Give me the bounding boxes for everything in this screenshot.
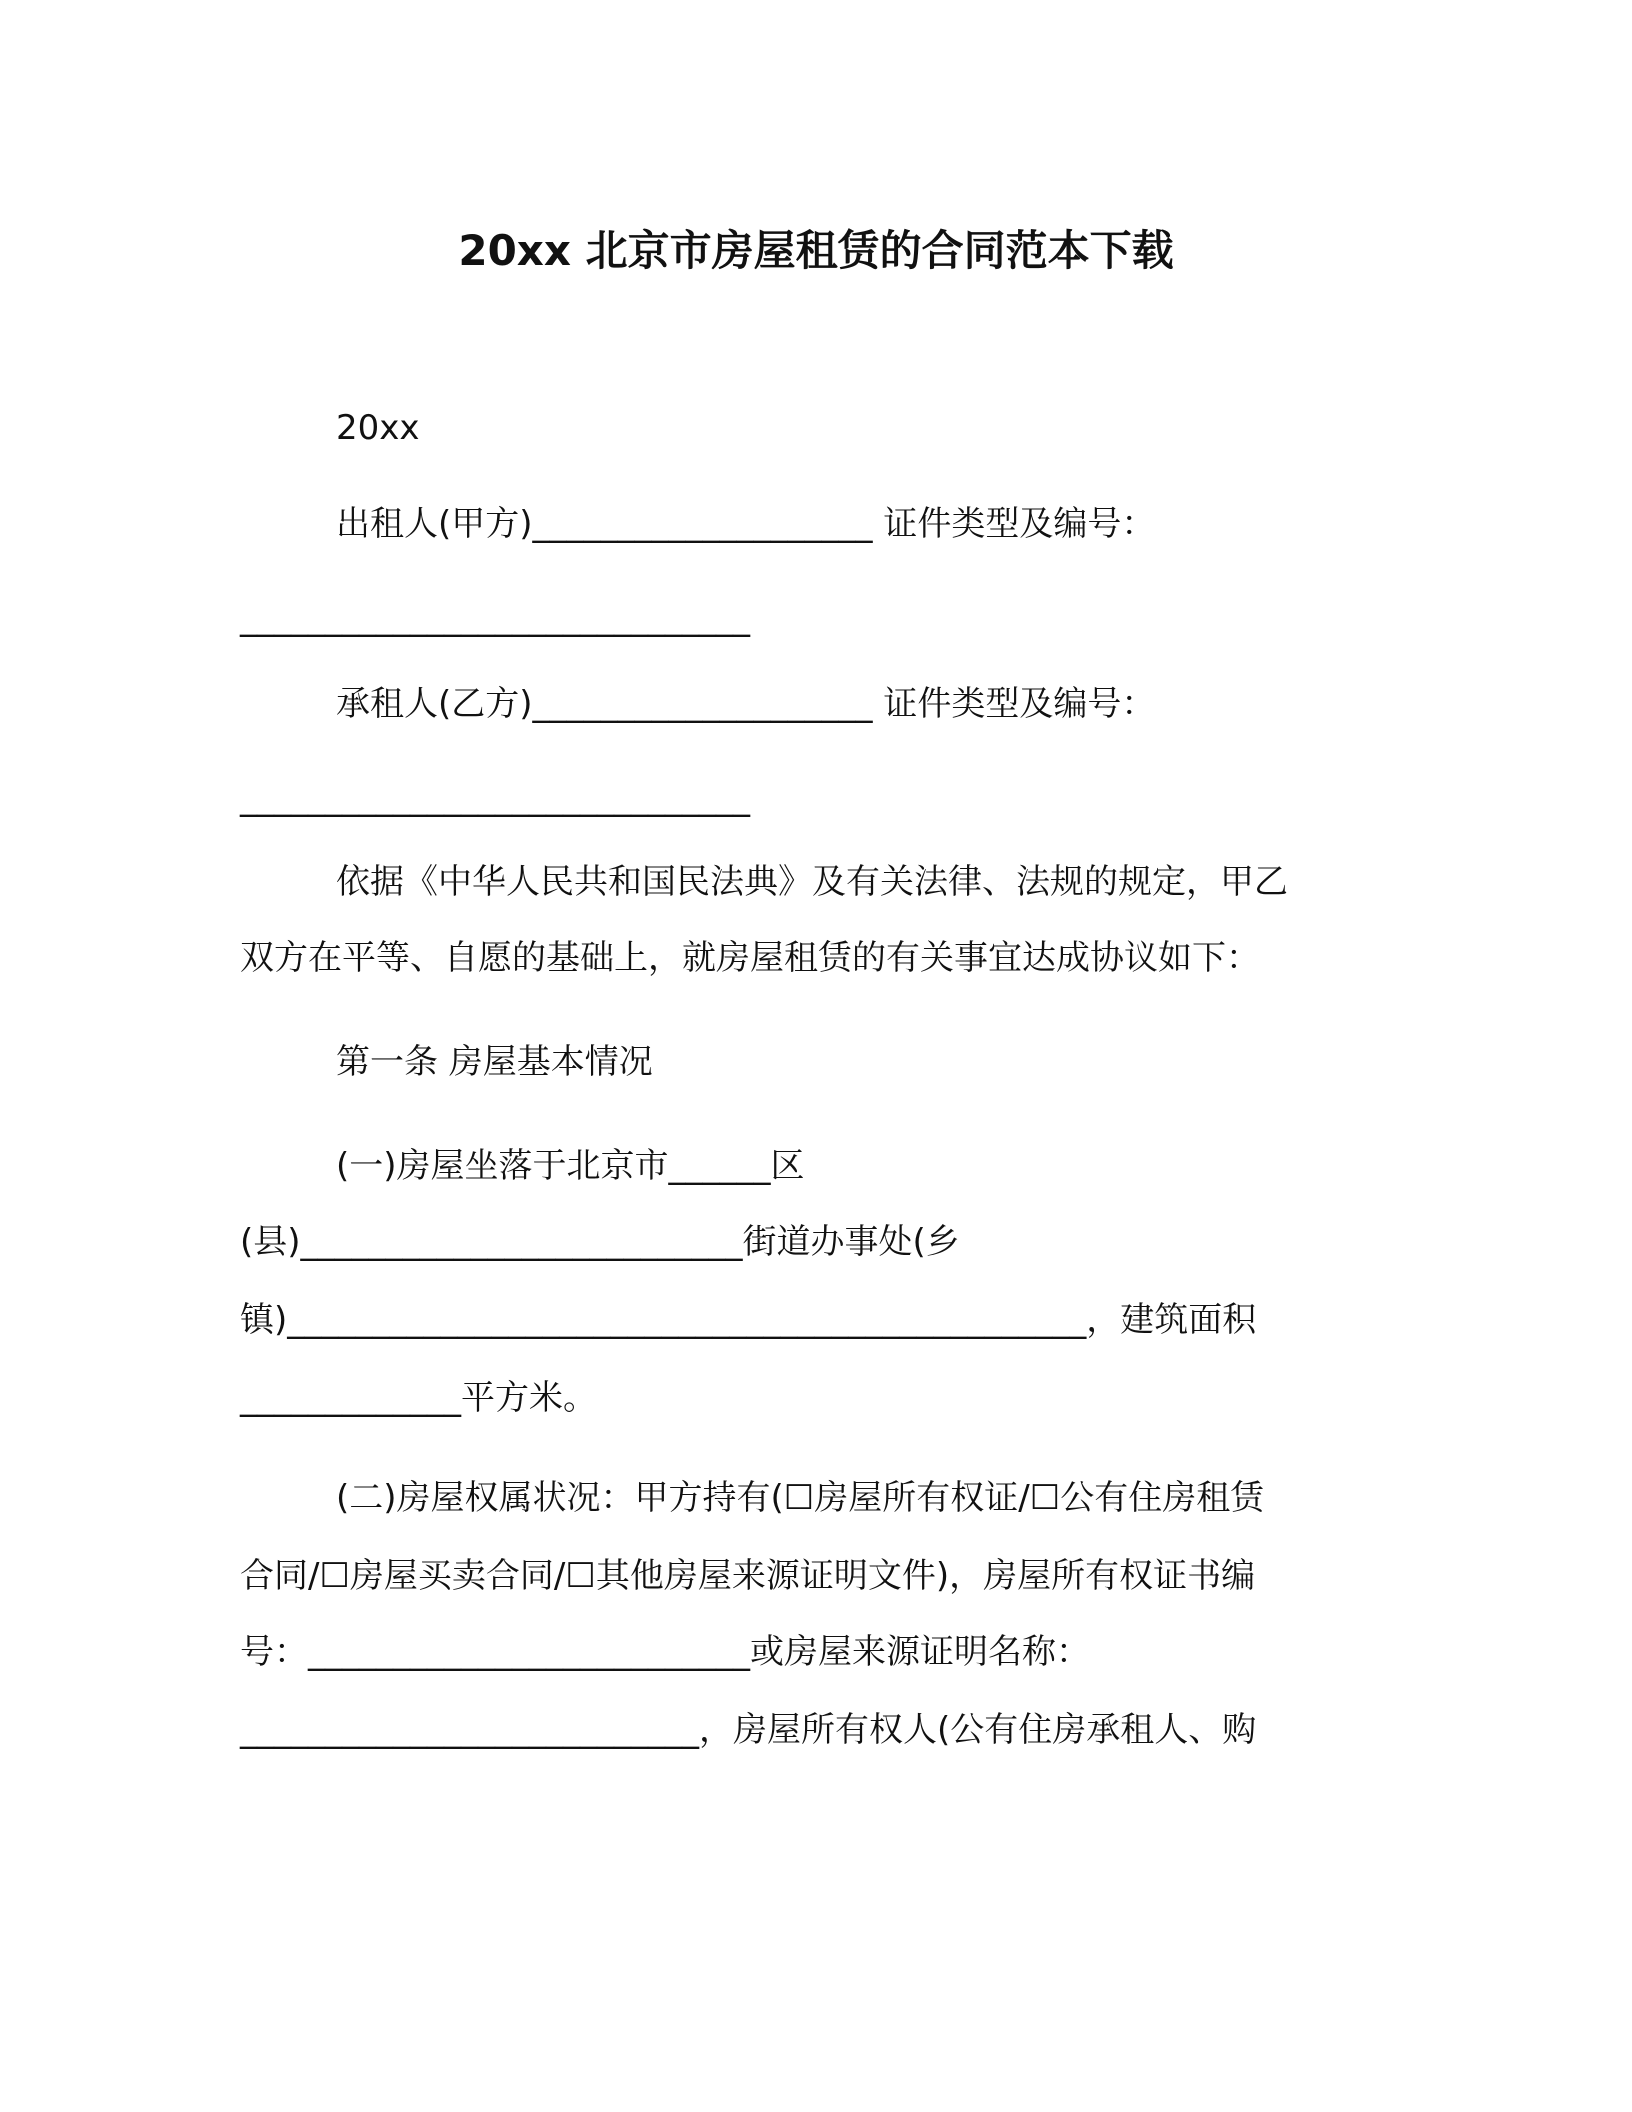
lessor-id-blank: ______________________________ [240, 598, 750, 638]
basis-paragraph-line-1: 依据《中华人民共和国民法典》及有关法律、法规的规定，甲乙 [336, 862, 1288, 902]
ownership-line-4: ___________________________，房屋所有权人(公有住房承租人、购 [240, 1710, 1257, 1750]
lessee-line: 承租人(乙方)____________________ 证件类型及编号： [336, 684, 1156, 724]
document-title: 20xx 北京市房屋租赁的合同范本下载 [458, 226, 1174, 275]
lessor-line: 出租人(甲方)____________________ 证件类型及编号： [336, 504, 1156, 544]
article-one-heading: 第一条 房屋基本情况 [336, 1042, 653, 1082]
area-line: _____________平方米。 [240, 1378, 597, 1418]
ownership-line-1: (二)房屋权属状况：甲方持有(☐房屋所有权证/☐公有住房租赁 [336, 1478, 1265, 1518]
location-line-2: (县)__________________________街道办事处(乡 [240, 1222, 960, 1262]
lessee-id-blank: ______________________________ [240, 778, 750, 818]
ownership-line-3: 号：__________________________或房屋来源证明名称： [240, 1632, 1090, 1672]
ownership-line-2: 合同/☐房屋买卖合同/☐其他房屋来源证明文件)，房屋所有权证书编 [240, 1556, 1256, 1596]
location-line-1: (一)房屋坐落于北京市______区 [336, 1146, 805, 1186]
basis-paragraph-line-2: 双方在平等、自愿的基础上，就房屋租赁的有关事宜达成协议如下： [240, 938, 1260, 978]
location-line-3: 镇)_______________________________________________，建筑面积 [240, 1300, 1257, 1340]
year-line: 20xx [336, 408, 420, 448]
